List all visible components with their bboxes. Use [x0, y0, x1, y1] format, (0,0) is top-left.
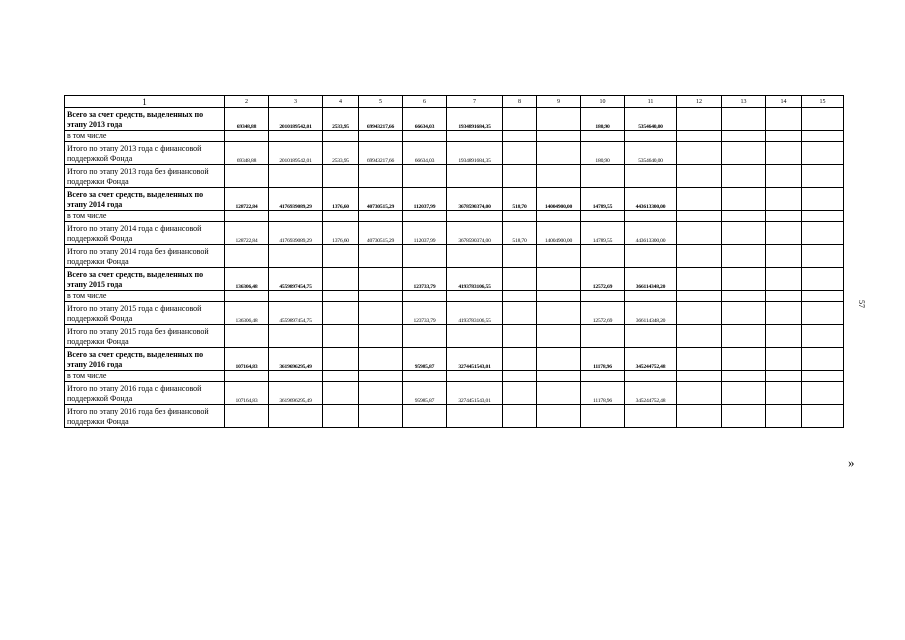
table-cell — [323, 382, 359, 405]
row-label: Итого по этапу 2016 года без финансовой поддержки Фонда — [65, 405, 225, 428]
row-label: Итого по этапу 2015 года с финансовой поддержкой Фонда — [65, 302, 225, 325]
table-row — [65, 108, 844, 131]
table-cell — [323, 302, 359, 325]
table-cell — [766, 348, 802, 371]
table-cell — [722, 211, 766, 222]
table-cell: 66634,03 — [403, 142, 447, 165]
table-cell — [722, 382, 766, 405]
data-table — [64, 95, 844, 428]
table-cell: 4559897454,75 — [269, 268, 323, 291]
table-cell — [323, 211, 359, 222]
table-cell — [677, 188, 722, 211]
table-cell — [503, 371, 537, 382]
table-cell — [503, 131, 537, 142]
table-cell — [537, 325, 581, 348]
table-cell — [766, 142, 802, 165]
table-cell — [766, 291, 802, 302]
row-label: в том числе — [65, 291, 225, 302]
table-cell — [403, 371, 447, 382]
table-cell — [537, 371, 581, 382]
row-label: Всего за счет средств, выделенных по этапу 2015 года — [65, 268, 225, 291]
table-cell — [722, 268, 766, 291]
table-row — [65, 188, 844, 211]
header-row — [65, 96, 844, 108]
table-cell — [677, 142, 722, 165]
table-cell — [359, 131, 403, 142]
table-cell: 69348,88 — [225, 142, 269, 165]
table-cell — [359, 325, 403, 348]
table-cell: 112037,99 — [403, 222, 447, 245]
table-cell — [403, 131, 447, 142]
table-cell: 69348,88 — [225, 108, 269, 131]
table-cell — [359, 291, 403, 302]
table-cell — [766, 131, 802, 142]
table-cell: 14789,55 — [581, 188, 625, 211]
table-cell: 2010189542,01 — [269, 108, 323, 131]
table-cell — [537, 131, 581, 142]
table-cell — [802, 222, 844, 245]
table-cell: 4559897454,75 — [269, 302, 323, 325]
table-cell — [503, 382, 537, 405]
table-cell: 4193783106,55 — [447, 302, 503, 325]
table-cell — [269, 371, 323, 382]
table-cell — [447, 325, 503, 348]
table-cell — [625, 211, 677, 222]
table-cell — [359, 245, 403, 268]
table-cell: 2533,95 — [323, 108, 359, 131]
table-cell — [802, 382, 844, 405]
table-cell: 366114348,20 — [625, 268, 677, 291]
table-row — [65, 142, 844, 165]
row-label: Всего за счет средств, выделенных по этапу 2014 года — [65, 188, 225, 211]
row-label: Итого по этапу 2014 года без финансовой поддержки Фонда — [65, 245, 225, 268]
table-cell — [802, 245, 844, 268]
table-cell — [323, 371, 359, 382]
table-cell: 366114348,20 — [625, 302, 677, 325]
column-header: 8 — [503, 96, 537, 108]
table-cell: 3678590374,00 — [447, 188, 503, 211]
table-cell — [503, 108, 537, 131]
table-cell — [677, 108, 722, 131]
table-cell — [677, 371, 722, 382]
table-cell: 180,90 — [581, 108, 625, 131]
table-cell: 128722,84 — [225, 222, 269, 245]
table-cell — [225, 211, 269, 222]
table-cell — [677, 291, 722, 302]
table-cell — [503, 291, 537, 302]
table-cell — [722, 222, 766, 245]
table-cell — [225, 325, 269, 348]
table-cell — [581, 405, 625, 428]
table-cell — [722, 405, 766, 428]
table-row — [65, 291, 844, 302]
column-header: 7 — [447, 96, 503, 108]
table-cell: 66634,03 — [403, 108, 447, 131]
table-cell — [677, 348, 722, 371]
table-cell — [503, 245, 537, 268]
column-header: 6 — [403, 96, 447, 108]
table-cell — [537, 142, 581, 165]
table-cell — [802, 188, 844, 211]
table-cell: 1376,60 — [323, 222, 359, 245]
table-row — [65, 371, 844, 382]
table-cell — [677, 165, 722, 188]
table-cell — [677, 382, 722, 405]
table-cell: 5354640,00 — [625, 108, 677, 131]
table-cell: 3678590374,00 — [447, 222, 503, 245]
table-cell — [359, 382, 403, 405]
table-cell — [537, 268, 581, 291]
table-cell — [581, 165, 625, 188]
table-cell — [625, 165, 677, 188]
table-cell — [802, 268, 844, 291]
table-cell — [766, 165, 802, 188]
table-cell: 3274451543,01 — [447, 348, 503, 371]
table-cell — [802, 142, 844, 165]
table-body — [65, 96, 844, 428]
table-cell — [802, 165, 844, 188]
table-cell — [802, 291, 844, 302]
table-row — [65, 165, 844, 188]
table-cell: 40730515,29 — [359, 222, 403, 245]
table-cell — [677, 245, 722, 268]
table-cell — [677, 268, 722, 291]
table-cell — [766, 268, 802, 291]
table-cell — [677, 302, 722, 325]
table-cell: 3619696295,49 — [269, 382, 323, 405]
table-cell — [625, 245, 677, 268]
table-cell — [766, 245, 802, 268]
table-cell — [677, 131, 722, 142]
table-cell — [537, 211, 581, 222]
table-cell — [447, 131, 503, 142]
table-cell — [323, 348, 359, 371]
table-cell — [359, 405, 403, 428]
table-cell — [225, 371, 269, 382]
table-cell — [403, 325, 447, 348]
table-cell — [802, 325, 844, 348]
table-cell: 69943217,66 — [359, 108, 403, 131]
table-cell: 5354640,00 — [625, 142, 677, 165]
table-cell — [722, 325, 766, 348]
table-cell — [323, 131, 359, 142]
column-header: 13 — [722, 96, 766, 108]
column-header: 5 — [359, 96, 403, 108]
table-cell — [581, 245, 625, 268]
table-cell — [581, 131, 625, 142]
row-label: Итого по этапу 2013 года без финансовой поддержки Фонда — [65, 165, 225, 188]
table-cell: 345244752,48 — [625, 348, 677, 371]
row-label: Итого по этапу 2013 года с финансовой поддержкой Фонда — [65, 142, 225, 165]
table-cell — [269, 245, 323, 268]
table-cell: 1934891684,35 — [447, 142, 503, 165]
column-header: 12 — [677, 96, 722, 108]
table-cell: 1376,60 — [323, 188, 359, 211]
column-header: 1 — [65, 96, 225, 108]
table-cell: 11178,96 — [581, 382, 625, 405]
table-cell — [225, 131, 269, 142]
table-cell — [722, 245, 766, 268]
table-cell — [802, 108, 844, 131]
table-cell: 518,70 — [503, 222, 537, 245]
table-cell — [269, 291, 323, 302]
row-label: Всего за счет средств, выделенных по этапу 2013 года — [65, 108, 225, 131]
table-cell — [722, 302, 766, 325]
table-cell — [225, 165, 269, 188]
table-cell — [802, 348, 844, 371]
row-label: Итого по этапу 2014 года с финансовой поддержкой Фонда — [65, 222, 225, 245]
column-header: 10 — [581, 96, 625, 108]
table-cell — [802, 371, 844, 382]
column-header: 9 — [537, 96, 581, 108]
table-cell — [722, 371, 766, 382]
table-cell — [447, 245, 503, 268]
table-cell — [677, 222, 722, 245]
table-cell: 4176939089,29 — [269, 222, 323, 245]
table-cell: 123733,79 — [403, 302, 447, 325]
table-cell — [269, 325, 323, 348]
table-cell — [503, 165, 537, 188]
table-cell — [722, 291, 766, 302]
table-cell: 95985,87 — [403, 348, 447, 371]
table-cell — [323, 165, 359, 188]
table-cell — [766, 302, 802, 325]
table-cell — [722, 131, 766, 142]
table-cell — [225, 291, 269, 302]
table-cell — [447, 405, 503, 428]
table-cell: 443613300,00 — [625, 188, 677, 211]
table-cell — [625, 291, 677, 302]
table-cell — [722, 108, 766, 131]
table-cell — [359, 268, 403, 291]
table-cell — [269, 405, 323, 428]
table-cell — [537, 108, 581, 131]
table-cell — [722, 348, 766, 371]
table-cell: 107164,83 — [225, 348, 269, 371]
table-cell — [403, 165, 447, 188]
table-cell — [581, 371, 625, 382]
table-cell — [766, 382, 802, 405]
table-cell — [359, 302, 403, 325]
table-cell — [802, 405, 844, 428]
column-header: 14 — [766, 96, 802, 108]
table-cell: 123733,79 — [403, 268, 447, 291]
closing-quote: » — [848, 455, 855, 470]
table-cell — [581, 211, 625, 222]
table-cell: 518,70 — [503, 188, 537, 211]
table-cell — [323, 405, 359, 428]
column-header: 4 — [323, 96, 359, 108]
table-row — [65, 131, 844, 142]
table-cell: 107164,83 — [225, 382, 269, 405]
table-cell — [625, 405, 677, 428]
table-cell — [503, 325, 537, 348]
column-header: 3 — [269, 96, 323, 108]
table-cell — [403, 291, 447, 302]
table-cell — [766, 211, 802, 222]
table-cell — [677, 325, 722, 348]
table-cell — [269, 165, 323, 188]
table-cell — [359, 348, 403, 371]
table-row — [65, 222, 844, 245]
column-header: 2 — [225, 96, 269, 108]
table-cell — [503, 405, 537, 428]
table-cell: 1934891684,35 — [447, 108, 503, 131]
table-cell — [359, 371, 403, 382]
table-cell: 345244752,48 — [625, 382, 677, 405]
table-cell — [503, 268, 537, 291]
table-cell — [359, 211, 403, 222]
table-cell — [581, 325, 625, 348]
table-cell — [722, 142, 766, 165]
table-cell — [403, 245, 447, 268]
row-label: в том числе — [65, 371, 225, 382]
table-cell — [722, 188, 766, 211]
table-cell — [537, 165, 581, 188]
table-cell — [323, 268, 359, 291]
column-header: 15 — [802, 96, 844, 108]
table-cell — [766, 108, 802, 131]
table-cell — [625, 371, 677, 382]
table-cell — [323, 325, 359, 348]
table-cell — [225, 245, 269, 268]
table-cell — [447, 211, 503, 222]
table-cell: 112037,99 — [403, 188, 447, 211]
table-cell — [447, 371, 503, 382]
table-cell: 2010189542,01 — [269, 142, 323, 165]
table-cell — [403, 211, 447, 222]
table-cell: 40730515,29 — [359, 188, 403, 211]
row-label: в том числе — [65, 211, 225, 222]
table-cell: 136306,48 — [225, 268, 269, 291]
table-cell — [625, 325, 677, 348]
table-row — [65, 325, 844, 348]
table-cell: 128722,84 — [225, 188, 269, 211]
table-cell — [722, 165, 766, 188]
table-cell — [537, 302, 581, 325]
table-cell — [766, 371, 802, 382]
table-row — [65, 245, 844, 268]
table-cell: 2533,95 — [323, 142, 359, 165]
table-cell: 11178,96 — [581, 348, 625, 371]
table-cell — [503, 348, 537, 371]
table-cell: 136306,48 — [225, 302, 269, 325]
table-cell — [503, 302, 537, 325]
table-cell — [766, 188, 802, 211]
table-cell — [503, 211, 537, 222]
table-cell: 3619696295,49 — [269, 348, 323, 371]
table-cell — [537, 382, 581, 405]
table-cell — [537, 405, 581, 428]
table-cell: 3274451543,01 — [447, 382, 503, 405]
table-cell: 12572,69 — [581, 302, 625, 325]
table-row — [65, 382, 844, 405]
table-cell — [323, 245, 359, 268]
table-cell — [625, 131, 677, 142]
table-cell — [802, 302, 844, 325]
row-label: Итого по этапу 2016 года с финансовой поддержкой Фонда — [65, 382, 225, 405]
table-cell — [766, 222, 802, 245]
table-row — [65, 302, 844, 325]
column-header: 11 — [625, 96, 677, 108]
table-cell — [766, 325, 802, 348]
table-cell — [403, 405, 447, 428]
table-cell: 14789,55 — [581, 222, 625, 245]
table-cell — [677, 211, 722, 222]
table-cell — [225, 405, 269, 428]
table-cell — [537, 245, 581, 268]
table-cell — [677, 405, 722, 428]
table-cell — [537, 291, 581, 302]
table-row — [65, 268, 844, 291]
table-cell: 14004900,00 — [537, 222, 581, 245]
table-cell: 443613300,00 — [625, 222, 677, 245]
table-cell — [503, 142, 537, 165]
table-cell — [447, 165, 503, 188]
table-cell: 180,90 — [581, 142, 625, 165]
table-cell — [323, 291, 359, 302]
table-cell — [581, 291, 625, 302]
table-cell: 4193783106,55 — [447, 268, 503, 291]
table-cell — [537, 348, 581, 371]
table-cell: 69943217,66 — [359, 142, 403, 165]
table-row — [65, 405, 844, 428]
table-cell — [269, 211, 323, 222]
table-cell — [802, 131, 844, 142]
table-cell — [269, 131, 323, 142]
table-row — [65, 211, 844, 222]
table-cell — [447, 291, 503, 302]
table-cell — [802, 211, 844, 222]
table-cell — [359, 165, 403, 188]
row-label: Всего за счет средств, выделенных по этапу 2016 года — [65, 348, 225, 371]
table-cell: 12572,69 — [581, 268, 625, 291]
table-cell: 95985,87 — [403, 382, 447, 405]
table-cell: 4176939089,29 — [269, 188, 323, 211]
row-label: Итого по этапу 2015 года без финансовой поддержки Фонда — [65, 325, 225, 348]
page-number: 57 — [857, 300, 866, 308]
table-cell — [766, 405, 802, 428]
table-cell: 14004900,00 — [537, 188, 581, 211]
table-row — [65, 348, 844, 371]
row-label: в том числе — [65, 131, 225, 142]
